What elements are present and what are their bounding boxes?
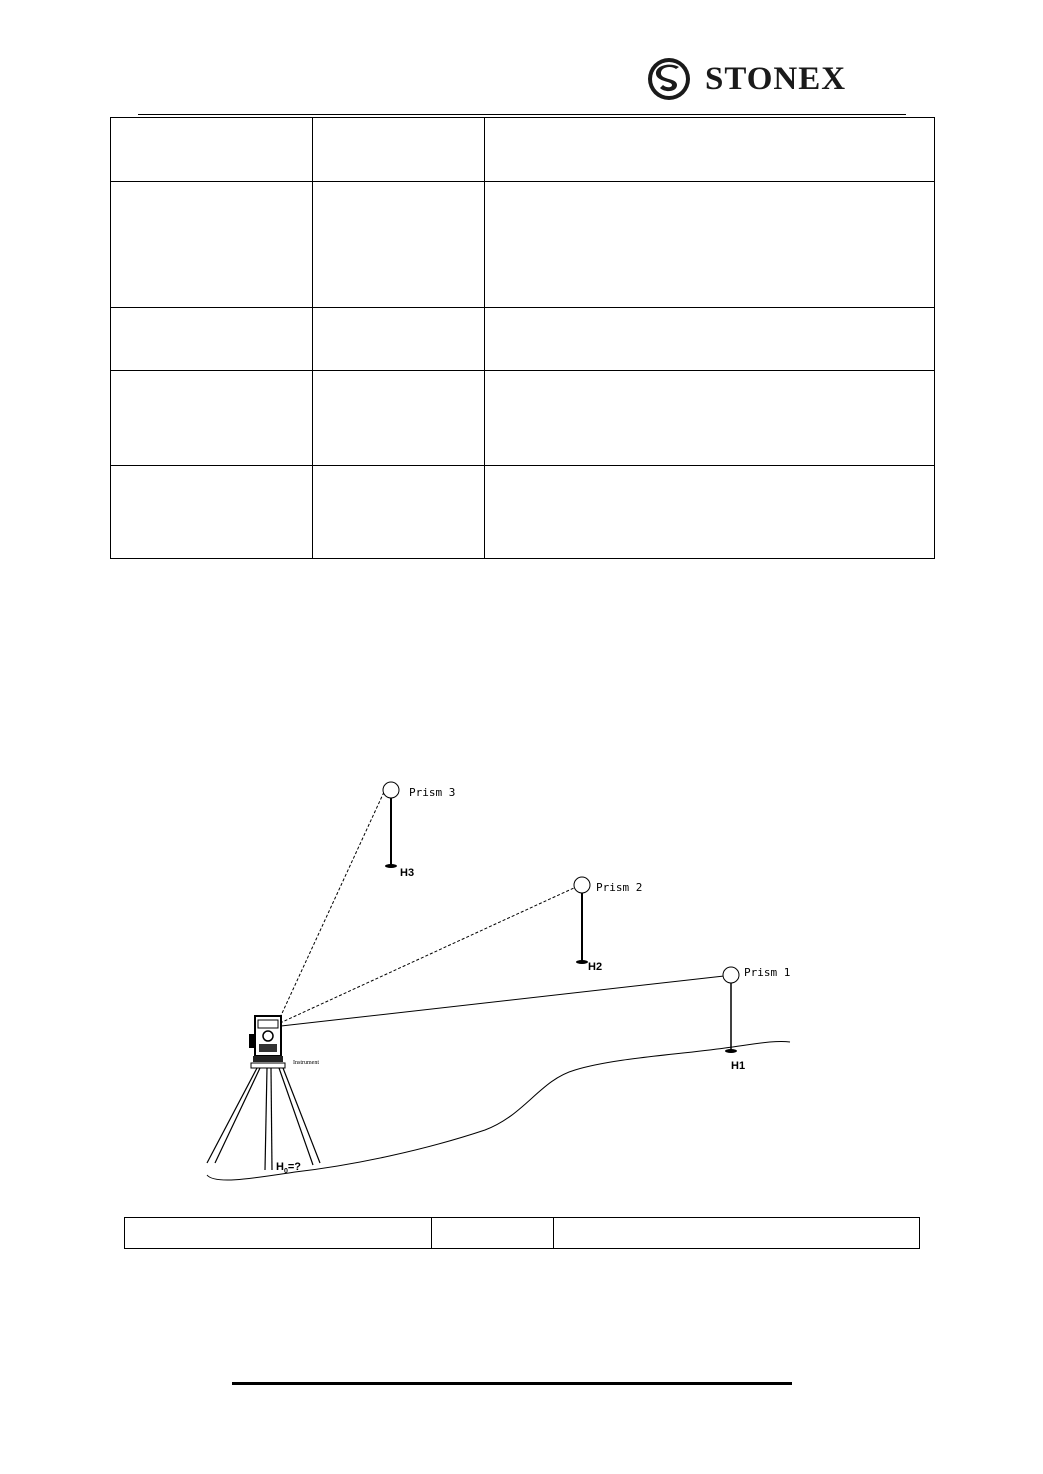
station-height-label: $H_0=$?: [276, 1161, 302, 1175]
table-row: [125, 1218, 920, 1249]
prism-2: [574, 877, 642, 973]
table-row: [111, 371, 935, 466]
prism-1-height: H1: [731, 1060, 746, 1072]
tripod-icon: [207, 1068, 320, 1170]
stonex-s-logo-icon: [647, 57, 691, 101]
prism-2-height: H2: [588, 961, 603, 973]
table-cell: [485, 466, 935, 559]
table-cell: [313, 466, 485, 559]
prism-1-label: Prism 1: [744, 966, 791, 979]
prism-1-icon: [723, 967, 739, 983]
prism-3-height: H3: [400, 867, 415, 879]
table-row: [111, 182, 935, 308]
prism-3: [383, 782, 455, 879]
parameter-table: [110, 117, 935, 559]
table-cell: [111, 466, 313, 559]
sight-line-prism-1: [281, 976, 724, 1026]
table-row: [111, 466, 935, 559]
table-cell: [125, 1218, 432, 1249]
footer-rule: [232, 1382, 792, 1385]
brand-name: STONEX: [705, 60, 847, 97]
prism-3-label: Prism 3: [409, 786, 456, 799]
table-cell: [111, 182, 313, 308]
total-station-icon: [249, 1016, 285, 1068]
table-cell: [313, 118, 485, 182]
table-cell: [111, 371, 313, 466]
table-cell: [485, 371, 935, 466]
prism-1: [723, 966, 790, 1072]
survey-diagram: [195, 770, 805, 1195]
prism-2-label: Prism 2: [596, 881, 643, 894]
table-cell: [485, 182, 935, 308]
header-rule: [138, 114, 906, 115]
sight-line-prism-2: [280, 887, 576, 1023]
prism-3-icon: [383, 782, 399, 798]
table-cell: [111, 118, 313, 182]
prism-2-icon: [574, 877, 590, 893]
table-row: [111, 118, 935, 182]
table-cell: [432, 1218, 554, 1249]
sight-line-prism-3: [278, 792, 384, 1022]
table-cell: [485, 118, 935, 182]
result-table: [124, 1217, 920, 1249]
table-cell: [313, 308, 485, 371]
brand-logo: [647, 57, 846, 101]
table-row: [111, 308, 935, 371]
table-cell: [111, 308, 313, 371]
table-cell: [313, 371, 485, 466]
table-cell: [485, 308, 935, 371]
table-cell: [554, 1218, 920, 1249]
instrument-label: Instrument: [293, 1060, 319, 1066]
table-cell: [313, 182, 485, 308]
